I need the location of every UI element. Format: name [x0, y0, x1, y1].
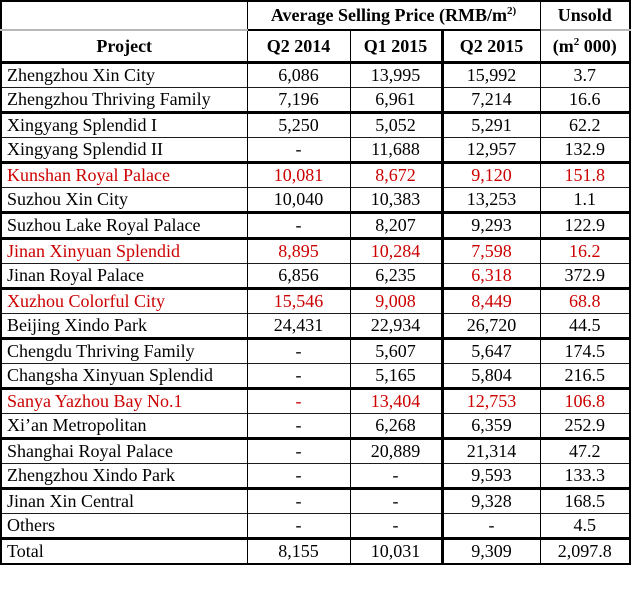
unsold-cell: 174.5	[564, 341, 606, 361]
table-row	[1, 314, 630, 339]
unsold-cell: 16.6	[569, 89, 601, 109]
q2-2015-cell: 7,598	[442, 239, 540, 264]
q2-2015-cell: 5,647	[442, 339, 540, 364]
unsold-cell: 3.7	[573, 65, 597, 85]
q1-2015-cell: 10,031	[350, 539, 442, 565]
q1-2015-cell: 6,235	[350, 264, 442, 289]
project-name-cell: Others	[1, 514, 247, 539]
table-row	[1, 239, 630, 264]
asp-footnote-sup: 2)	[506, 5, 517, 17]
project-name-cell: Jinan Royal Palace	[1, 264, 247, 289]
project-name-cell: Suzhou Lake Royal Palace	[1, 213, 247, 239]
q2-2015-cell: 6,318	[442, 264, 540, 289]
unsold-cell: 106.8	[564, 391, 606, 411]
table-row	[1, 213, 630, 239]
project-name-cell: Xingyang Splendid II	[1, 138, 247, 163]
q2-2015-cell: 9,309	[442, 539, 540, 565]
table-row	[1, 389, 630, 414]
q2-2014-cell: -	[247, 489, 350, 514]
table-row	[1, 113, 630, 138]
q1-2015-cell: 5,165	[350, 364, 442, 389]
q2-2014-cell: 10,081	[247, 163, 350, 188]
q1-2015-cell: 5,607	[350, 339, 442, 364]
unsold-unit-close: 000)	[579, 35, 617, 56]
q1-2015-cell: 13,995	[350, 63, 442, 88]
q2-2014-cell: 8,895	[247, 239, 350, 264]
q2-2015-cell: 8,449	[442, 289, 540, 314]
q2-2015-cell: 26,720	[442, 314, 540, 339]
table-row	[1, 414, 630, 439]
q2-2014-cell: -	[247, 339, 350, 364]
q2-2015-cell: 9,328	[442, 489, 540, 514]
q2-2014-column-header: Q2 2014	[247, 30, 350, 63]
unsold-cell: 62.2	[569, 115, 601, 135]
q1-2015-cell: 6,961	[350, 88, 442, 113]
q2-2014-cell: -	[247, 389, 350, 414]
q1-2015-cell: -	[350, 489, 442, 514]
q2-2014-cell: 6,856	[247, 264, 350, 289]
unsold-cell: 4.5	[573, 515, 597, 535]
q2-2015-cell: 12,957	[442, 138, 540, 163]
unsold-cell: 216.5	[564, 365, 606, 385]
table-row	[1, 439, 630, 464]
unsold-header: Unsold	[540, 1, 630, 30]
q2-2014-cell: 8,155	[247, 539, 350, 565]
project-name-cell: Shanghai Royal Palace	[1, 439, 247, 464]
table-row	[1, 539, 630, 565]
q1-2015-cell: -	[350, 514, 442, 539]
unsold-cell: 133.3	[564, 465, 606, 485]
q1-2015-cell: 9,008	[350, 289, 442, 314]
project-name-cell: Sanya Yazhou Bay No.1	[1, 389, 247, 414]
q2-2014-cell: 15,546	[247, 289, 350, 314]
q2-2014-cell: -	[247, 213, 350, 239]
unsold-cell: 168.5	[564, 491, 606, 511]
q2-2015-cell: 9,120	[442, 163, 540, 188]
q1-2015-cell: 13,404	[350, 389, 442, 414]
table-row	[1, 138, 630, 163]
project-name-cell: Beijing Xindo Park	[1, 314, 247, 339]
header-row-columns	[1, 30, 630, 63]
unsold-cell: 151.8	[564, 165, 606, 185]
q2-2014-cell: -	[247, 514, 350, 539]
q1-2015-cell: 6,268	[350, 414, 442, 439]
unsold-unit-sup: 2	[573, 35, 580, 48]
q2-2014-cell: -	[247, 414, 350, 439]
unsold-cell: 252.9	[564, 415, 606, 435]
q2-2015-cell: 9,293	[442, 213, 540, 239]
q1-2015-cell: 10,383	[350, 188, 442, 213]
project-name-cell: Jinan Xinyuan Splendid	[1, 239, 247, 264]
q2-2015-cell: 6,359	[442, 414, 540, 439]
q2-2014-cell: -	[247, 364, 350, 389]
project-name-cell: Zhengzhou Thriving Family	[1, 88, 247, 113]
project-name-cell: Zhengzhou Xin City	[1, 63, 247, 88]
unsold-cell: 2,097.8	[557, 541, 612, 561]
project-column-header: Project	[1, 30, 247, 63]
project-name-cell: Suzhou Xin City	[1, 188, 247, 213]
q2-2014-cell: 10,040	[247, 188, 350, 213]
unsold-cell: 122.9	[564, 215, 606, 235]
q1-2015-cell: 8,672	[350, 163, 442, 188]
unsold-cell: 1.1	[573, 189, 597, 209]
project-name-cell: Xi’an Metropolitan	[1, 414, 247, 439]
q2-2015-column-header: Q2 2015	[442, 30, 540, 63]
q2-2014-cell: 5,250	[247, 113, 350, 138]
unsold-cell: 372.9	[564, 265, 606, 285]
header-row-groups	[1, 1, 630, 30]
table-row	[1, 63, 630, 88]
q1-2015-cell: -	[350, 464, 442, 489]
project-name-cell: Jinan Xin Central	[1, 489, 247, 514]
table-row	[1, 339, 630, 364]
unsold-cell: 132.9	[564, 139, 606, 159]
unsold-unit-header	[540, 30, 630, 63]
q2-2014-cell: 24,431	[247, 314, 350, 339]
unsold-unit-open: (m	[552, 35, 574, 56]
project-name-cell: Total	[1, 539, 247, 565]
q2-2014-cell: -	[247, 464, 350, 489]
q2-2015-cell: 5,804	[442, 364, 540, 389]
unsold-cell: 44.5	[569, 315, 601, 335]
asp-group-header	[247, 1, 540, 30]
table-row	[1, 88, 630, 113]
q1-2015-cell: 22,934	[350, 314, 442, 339]
q2-2015-cell: -	[442, 514, 540, 539]
q2-2014-cell: 7,196	[247, 88, 350, 113]
table-row	[1, 489, 630, 514]
asp-group-title: Average Selling Price (RMB/m	[270, 5, 507, 25]
table-row	[1, 464, 630, 489]
table-header	[1, 1, 630, 63]
unsold-cell: 68.8	[569, 291, 601, 311]
q1-2015-column-header: Q1 2015	[350, 30, 442, 63]
table-row	[1, 364, 630, 389]
table-row	[1, 188, 630, 213]
q2-2015-cell: 13,253	[442, 188, 540, 213]
unsold-cell: 47.2	[569, 441, 601, 461]
q2-2015-cell: 9,593	[442, 464, 540, 489]
table-row	[1, 289, 630, 314]
q2-2014-cell: 6,086	[247, 63, 350, 88]
table-row	[1, 264, 630, 289]
project-header-spacer	[1, 1, 247, 30]
project-name-cell: Zhengzhou Xindo Park	[1, 464, 247, 489]
q1-2015-cell: 5,052	[350, 113, 442, 138]
project-name-cell: Kunshan Royal Palace	[1, 163, 247, 188]
q2-2015-cell: 15,992	[442, 63, 540, 88]
q1-2015-cell: 11,688	[350, 138, 442, 163]
project-name-cell: Xingyang Splendid I	[1, 113, 247, 138]
unsold-cell: 16.2	[569, 241, 601, 261]
q1-2015-cell: 20,889	[350, 439, 442, 464]
q2-2015-cell: 21,314	[442, 439, 540, 464]
q2-2015-cell: 7,214	[442, 88, 540, 113]
project-name-cell: Changsha Xinyuan Splendid	[1, 364, 247, 389]
q1-2015-cell: 8,207	[350, 213, 442, 239]
q2-2015-cell: 5,291	[442, 113, 540, 138]
q2-2015-cell: 12,753	[442, 389, 540, 414]
project-name-cell: Xuzhou Colorful City	[1, 289, 247, 314]
project-name-cell: Chengdu Thriving Family	[1, 339, 247, 364]
q2-2014-cell: -	[247, 439, 350, 464]
q2-2014-cell: -	[247, 138, 350, 163]
table-body	[1, 63, 630, 565]
table-row	[1, 514, 630, 539]
table-row	[1, 163, 630, 188]
q1-2015-cell: 10,284	[350, 239, 442, 264]
